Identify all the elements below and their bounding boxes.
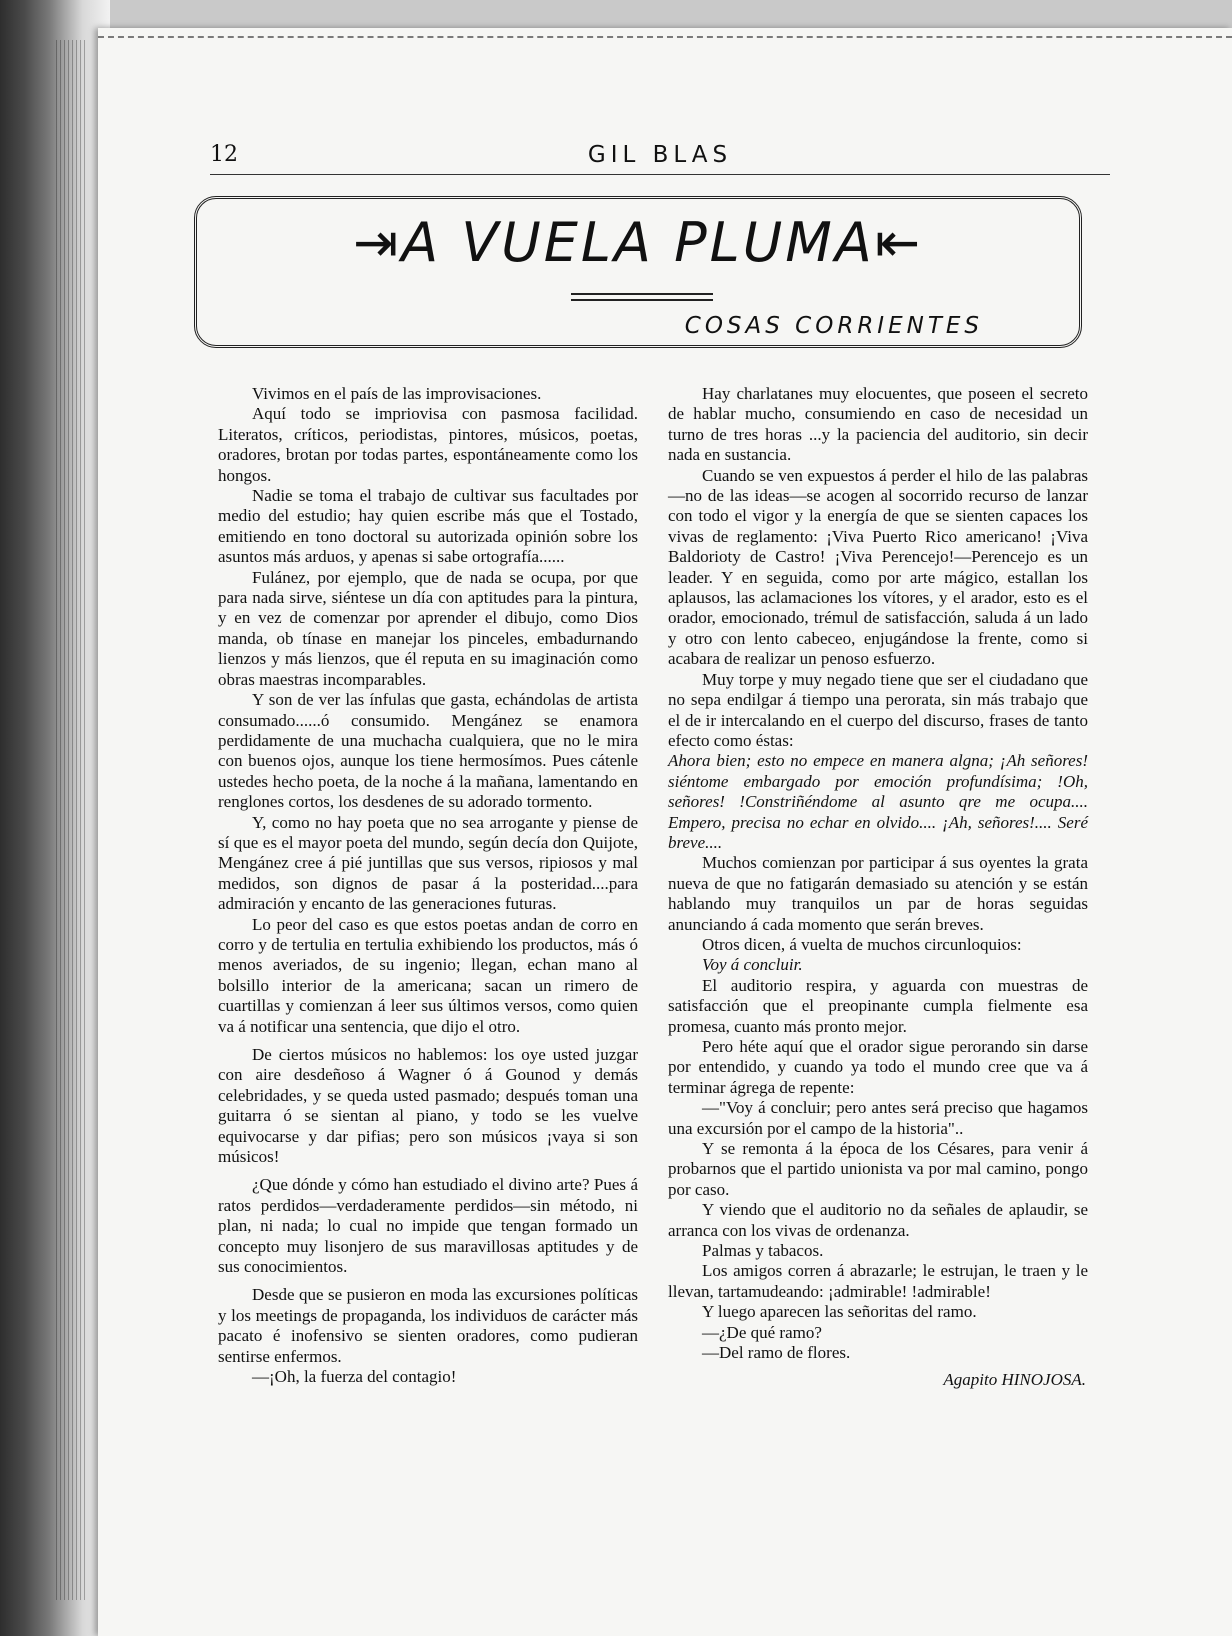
author-signature: Agapito HINOJOSA. bbox=[943, 1369, 1086, 1389]
paragraph: ¿Que dónde y cómo han estudiado el divino arte? Pues á ratos perdidos—verdaderamente perdidos—sin método, ni plan, ni nada; lo cual no impide que tengan formado un concepto muy lisonjero de sus maravillosas aptitudes y de sus conocimientos. bbox=[218, 1175, 638, 1277]
paragraph: Hay charlatanes muy elocuentes, que poseen el secreto de hablar mucho, consumiendo en caso de necesidad un turno de tres horas ...y la paciencia del auditorio, sin decir nada en sustancia. bbox=[668, 384, 1088, 465]
page-number: 12 bbox=[210, 142, 238, 167]
paragraph: Y luego aparecen las señoritas del ramo. bbox=[702, 1302, 977, 1322]
title-rule-upper bbox=[571, 293, 713, 295]
page-header bbox=[210, 116, 1110, 176]
italic-quotation: Ahora bien; esto no empece en manera algna; ¡Ah señores! siéntome embargado por emoción profundísima; !Oh, señores! !Constriñéndome al asunto qre me ocupa.... Empero, precisa no echar en olvido.... ¡Ah, señores!.... Seré breve.... bbox=[668, 751, 1088, 852]
paragraph: Y, como no hay poeta que no sea arrogante y piense de sí que es el mayor poeta del mundo, según decía don Quijote, Mengánez cree á pié juntillas que sus versos, ripiosos y mal medidos, son dignos de pasar á la posteridad....para admiración y encanto de las generaciones futuras. bbox=[218, 812, 638, 914]
paragraph: Lo peor del caso es que estos poetas andan de corro en corro y de tertulia en tertulia exhibiendo los productos, más ó menos averiados, de su ingenio; llegan, echan mano al bolsillo interior de la americana; sacan un rimero de cuartillas y comienzan á leer sus últimos versos, como quien va á notificar una sentencia, que dijo el otro. bbox=[218, 914, 638, 1036]
magazine-page bbox=[98, 28, 1232, 1636]
paragraph: —¡Oh, la fuerza del contagio! bbox=[252, 1367, 457, 1387]
paragraph: Palmas y tabacos. bbox=[702, 1241, 824, 1261]
header-rule bbox=[210, 174, 1110, 175]
paragraph: —Del ramo de flores. bbox=[702, 1343, 851, 1363]
italic-quotation: Voy á concluir. bbox=[702, 955, 803, 975]
book-binding-edge bbox=[0, 0, 110, 1636]
title-rule-lower bbox=[571, 299, 713, 301]
journal-name: GIL BLAS bbox=[587, 142, 733, 168]
article-column-left bbox=[218, 384, 638, 1388]
paragraph: —"Voy á concluir; pero antes será preciso que hagamos una excursión por el campo de la historia".. bbox=[668, 1098, 1088, 1138]
article-column-right bbox=[668, 384, 1088, 1390]
paragraph: Y viendo que el auditorio no da señales de aplaudir, se arranca con los vivas de ordenanza. bbox=[668, 1200, 1088, 1240]
paragraph: Y se remonta á la época de los Césares, para venir á probarnos que el partido unionista va por mal camino, pongo por caso. bbox=[668, 1139, 1088, 1199]
paragraph: Aquí todo se impriovisa con pasmosa facilidad. Literatos, críticos, periodistas, pintores, músicos, poetas, oradores, brotan por todas partes, espontáneamente como los hongos. bbox=[218, 404, 638, 485]
paragraph: Nadie se toma el trabajo de cultivar sus facultades por medio del estudio; hay quien escribe más que el Tostado, emitiendo en tono doctoral su autorizada opinión sobre los asuntos más arduos, y apenas si sabe ortografía...... bbox=[218, 486, 638, 567]
paragraph: Muchos comienzan por participar á sus oyentes la grata nueva de que no fatigarán demasiado su atención y se están hablando muy tranquilos un par de horas seguidas anunciando á cada momento que serán breves. bbox=[668, 853, 1088, 934]
paragraph: Muy torpe y muy negado tiene que ser el ciudadano que no sepa endilgar á tiempo una perorata, sin más trabajo que el de ir intercalando en el cuerpo del discurso, frases de tanto efecto como éstas: bbox=[668, 669, 1088, 750]
paragraph: —¿De qué ramo? bbox=[702, 1322, 822, 1342]
paragraph: Desde que se pusieron en moda las excursiones políticas y los meetings de propaganda, los individuos de carácter más pacato é inofensivo se sienten oradores, como pudieran sentirse enfermos. bbox=[218, 1285, 638, 1366]
paragraph: Cuando se ven expuestos á perder el hilo de las palabras—no de las ideas—se acogen al socorrido recurso de lanzar con todo el vigor y la energía de que se sienten capaces los vivas de reglamento: ¡Viva Puerto Rico americano! ¡Viva Baldorioty de Castro! ¡Viva Perencejo!—Perencejo es un leader. Y en seguida, como por arte mágico, estallan los aplausos, las aclamaciones los vítores, y el arador, esto es el orador, emocionado, trémul de satisfacción, saluda á un lado y otro con lento cabeceo, enjugándose la frente, como si acabara de realizar un penoso esfuerzo. bbox=[668, 465, 1088, 669]
paragraph: Y son de ver las ínfulas que gasta, echándolas de artista consumado......ó consumido. Mengánez se enamora perdidamente de una muchacha cualquiera, que no le mira con buenos ojos, aunque los tiene hermosímos. Pues cátenle ustedes hecho poeta, de la noche á la mañana, lamentando en renglones cortos, los desdenes de su adorado tormento. bbox=[218, 690, 638, 812]
top-border-rule bbox=[98, 36, 1232, 38]
section-title-frame bbox=[194, 196, 1082, 348]
paragraph: Vivimos en el país de las improvisaciones. bbox=[252, 384, 542, 403]
section-title: ⇥A VUELA PLUMA⇤ bbox=[352, 211, 924, 274]
section-subtitle: COSAS CORRIENTES bbox=[684, 313, 983, 339]
paragraph: Otros dicen, á vuelta de muchos circunloquios: bbox=[702, 934, 1022, 954]
paragraph: Pero héte aquí que el orador sigue perorando sin darse por entendido, y cuando ya todo el mundo cree que va á terminar ágrega de repente: bbox=[668, 1037, 1088, 1097]
paragraph: El auditorio respira, y aguarda con muestras de satisfacción que el preopinante cumpla fielmente esa promesa, cuanto más pronto mejor. bbox=[668, 975, 1088, 1036]
paragraph: De ciertos músicos no hablemos: los oye usted juzgar con aire desdeñoso á Wagner ó á Gounod y demás celebridades, y se queda usted pasmado; después toman una guitarra ó se sientan al piano, y todo se les vuelve equivocarse y dar pifias; pero son músicos ¡vaya si son músicos! bbox=[218, 1045, 638, 1167]
paragraph: Los amigos corren á abrazarle; le estrujan, le traen y le llevan, tartamudeando: ¡admirable! !admirable! bbox=[668, 1261, 1088, 1301]
paragraph: Fulánez, por ejemplo, que de nada se ocupa, por que para nada sirve, siéntese un día con aptitudes para la pintura, y en vez de comenzar por aprender el dibujo, como Dios manda, ob tínase en manejar los pinceles, embadurnando lienzos y más lienzos, que él reputa en su imaginación como obras maestras incomparables. bbox=[218, 567, 638, 689]
